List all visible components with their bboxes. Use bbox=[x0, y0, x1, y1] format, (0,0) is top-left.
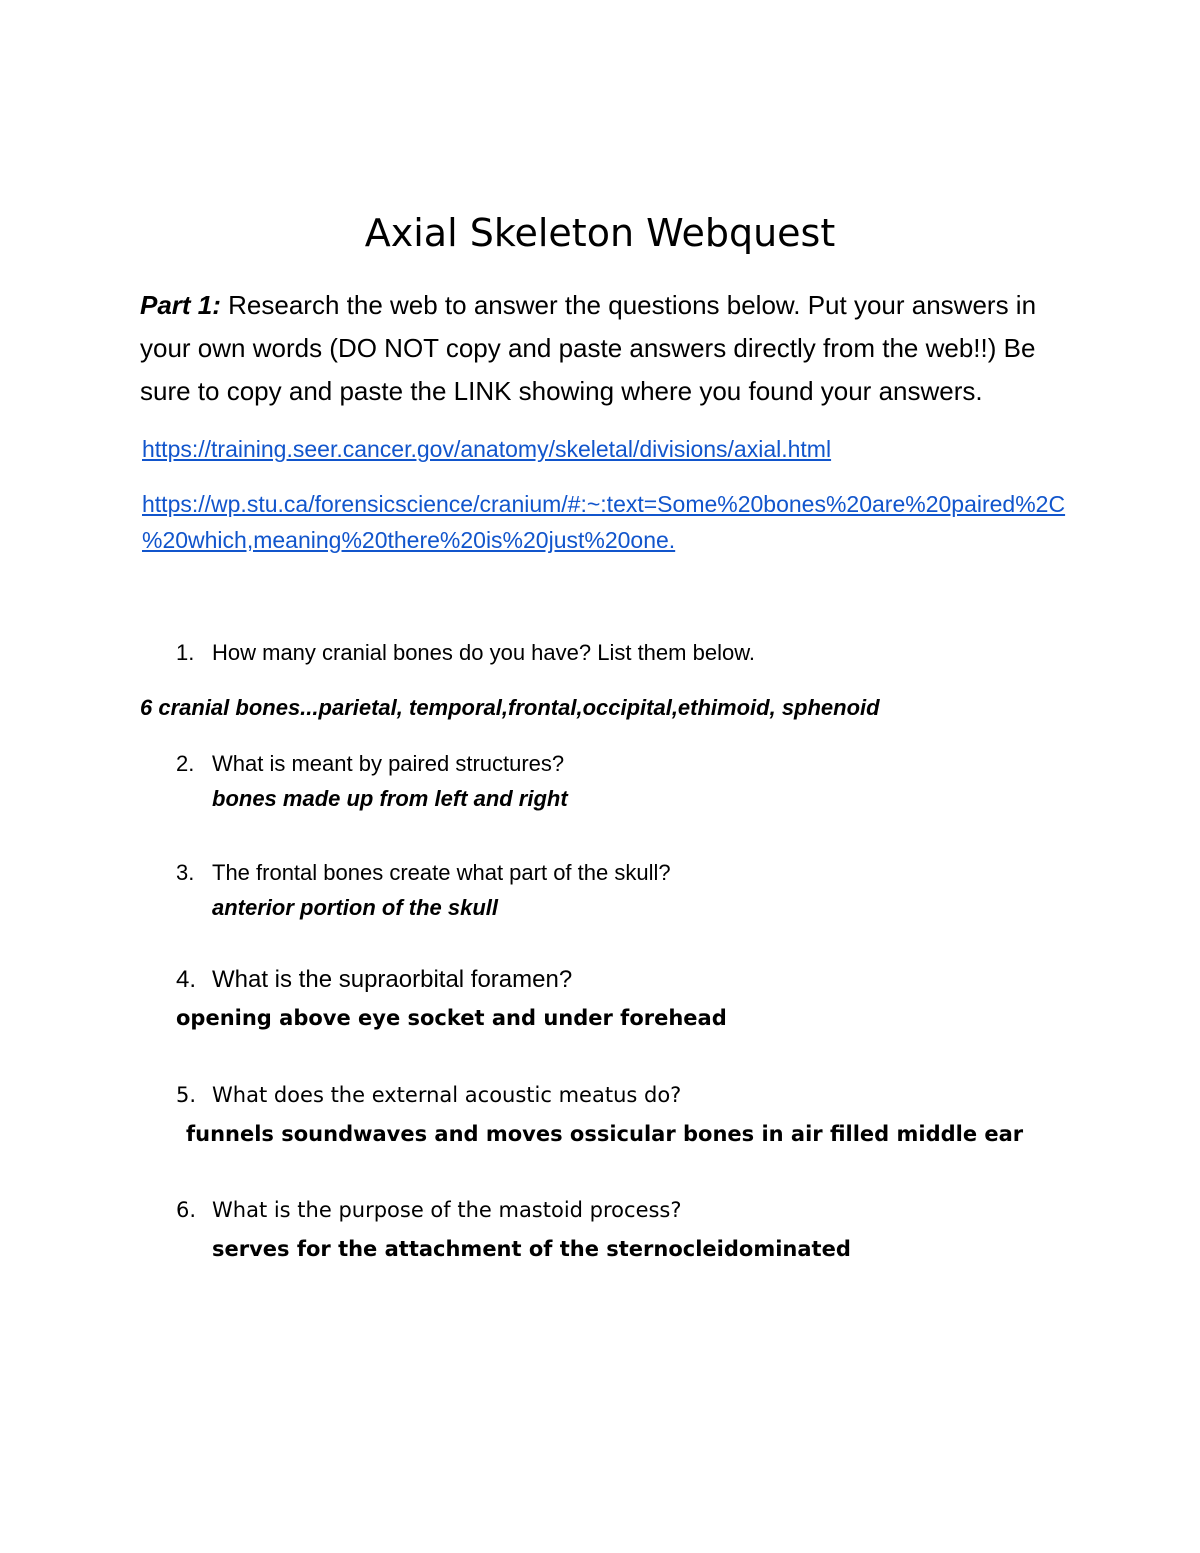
question-2 bbox=[176, 749, 564, 779]
question-number: 1. bbox=[176, 640, 195, 665]
question-text: How many cranial bones do you have? List them below. bbox=[212, 640, 755, 665]
answer-6: serves for the attachment of the sternocleidominated bbox=[212, 1237, 851, 1261]
document-title: Axial Skeleton Webquest bbox=[364, 211, 836, 255]
question-number: 6. bbox=[176, 1198, 197, 1222]
answer-4: opening above eye socket and under forehead bbox=[176, 1006, 727, 1030]
intro-line-3: sure to copy and paste the LINK showing where you found your answers. bbox=[140, 376, 983, 406]
question-number: 4. bbox=[176, 966, 197, 993]
question-number: 5. bbox=[176, 1083, 197, 1107]
question-6 bbox=[176, 1195, 682, 1225]
question-5 bbox=[176, 1080, 681, 1110]
question-3 bbox=[176, 858, 671, 888]
question-text: What is the supraorbital foramen? bbox=[212, 966, 573, 993]
link-seer[interactable]: https://training.seer.cancer.gov/anatomy/skeletal/divisions/axial.html bbox=[142, 436, 832, 462]
answer-2: bones made up from left and right bbox=[212, 786, 568, 811]
intro-line-2: your own words (DO NOT copy and paste answers directly from the web!!) Be bbox=[140, 333, 1036, 363]
answer-1: 6 cranial bones...parietal, temporal,frontal,occipital,ethimoid, sphenoid bbox=[140, 695, 880, 720]
question-4 bbox=[176, 964, 572, 996]
link-stu-line-2[interactable]: %20which,meaning%20there%20is%20just%20one. bbox=[142, 527, 676, 553]
question-1 bbox=[176, 638, 755, 668]
intro-line-1 bbox=[140, 284, 1036, 326]
answer-3: anterior portion of the skull bbox=[212, 895, 499, 920]
question-number: 3. bbox=[176, 860, 195, 885]
part-label: Part 1: bbox=[140, 290, 221, 320]
question-text: What does the external acoustic meatus do? bbox=[212, 1083, 682, 1107]
question-text: What is meant by paired structures? bbox=[212, 751, 565, 776]
question-number: 2. bbox=[176, 751, 195, 776]
question-text: The frontal bones create what part of the skull? bbox=[212, 860, 671, 885]
link-stu-line-1[interactable]: https://wp.stu.ca/forensicscience/cranium/#:~:text=Some%20bones%20are%20paired%2C bbox=[142, 491, 1066, 517]
answer-5: funnels soundwaves and moves ossicular bones in air filled middle ear bbox=[186, 1122, 1024, 1146]
intro-text-1: Research the web to answer the questions below. Put your answers in bbox=[220, 290, 1037, 320]
question-text: What is the purpose of the mastoid process? bbox=[212, 1198, 682, 1222]
